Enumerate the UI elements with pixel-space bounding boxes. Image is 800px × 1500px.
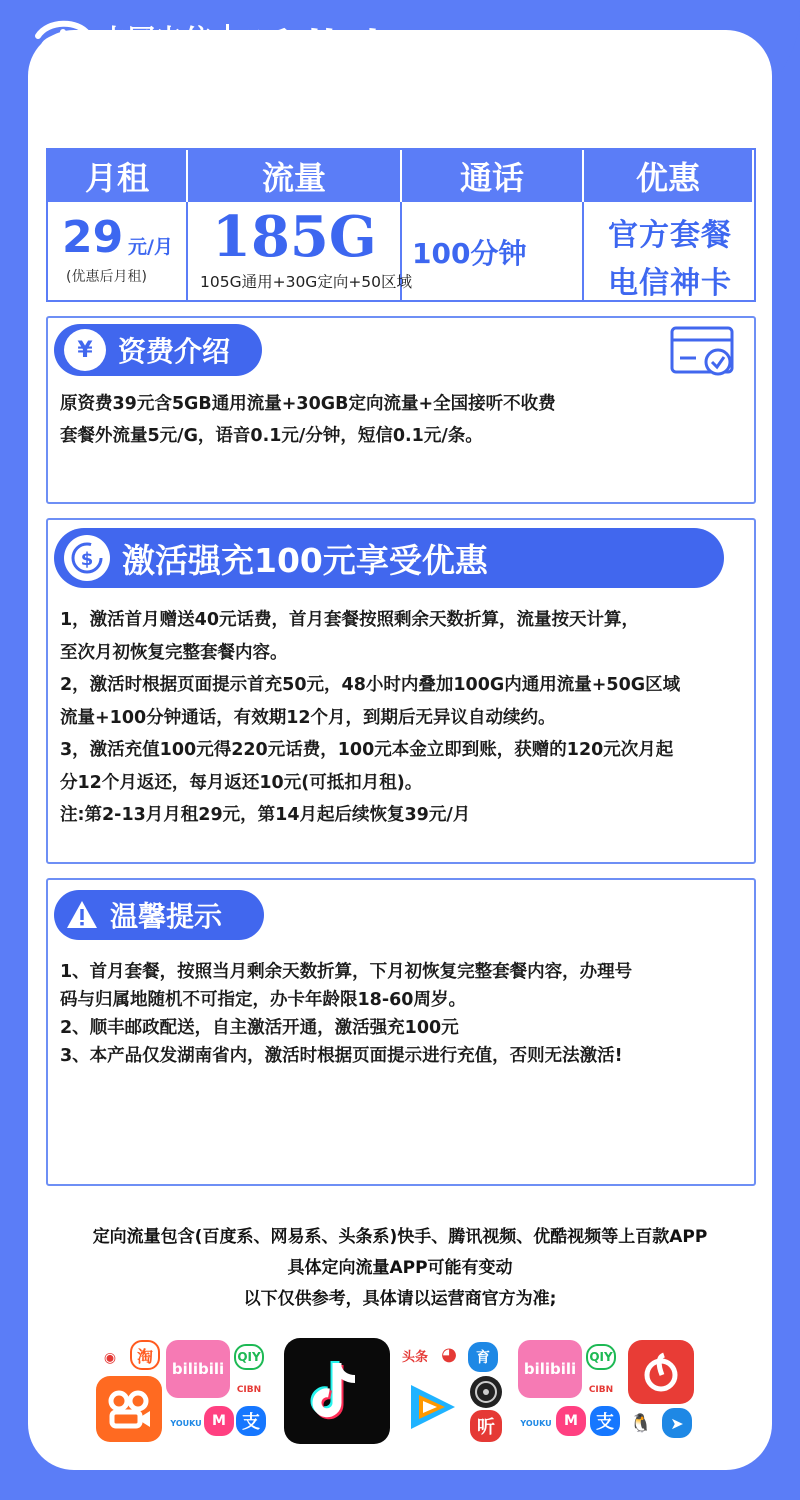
header-divider <box>226 24 229 74</box>
yen-icon: ¥ <box>64 329 106 371</box>
toutiao-icon: 头条 <box>398 1344 432 1366</box>
netease-music-icon <box>628 1340 694 1404</box>
warning-icon <box>64 897 100 933</box>
activation-title: 激活强充100元享受优惠 <box>122 540 488 580</box>
tariff-line: 套餐外流量5元/G，语音0.1元/分钟，短信0.1元/条。 <box>60 426 483 446</box>
cibn-icon-right: CIBN <box>586 1376 616 1404</box>
youku-icon: YOUKU <box>170 1408 202 1438</box>
tips-line: 3、本产品仅发湖南省内，激活时根据页面提示进行充值，否则无法激活! <box>60 1046 623 1066</box>
tariff-pill <box>54 324 262 376</box>
activation-line: 2，激活时根据页面提示首充50元，48小时内叠加100G内通用流量+50G区域 <box>60 675 681 695</box>
price-cell <box>48 202 188 300</box>
footer-line-3: 以下仅供参考，具体请以运营商官方为准; <box>243 1289 557 1309</box>
tips-title: 温馨提示 <box>110 900 223 933</box>
alipay-icon-right: 支 <box>590 1406 620 1436</box>
baidu-map-icon: ◉ <box>98 1346 122 1370</box>
activation-line: 1，激活首月赠送40元话费，首月套餐按照剩余天数折算，流量按天计算， <box>60 610 640 630</box>
brand-name-cn: 中国电信 <box>100 25 212 56</box>
footer-line-2: 具体定向流量APP可能有变动 <box>287 1258 513 1278</box>
flow-cell <box>188 202 413 300</box>
weibo-icon: ◕ <box>434 1340 464 1368</box>
activation-line: 3，激活充值100元得220元话费，100元本金立即到账，获赠的120元次月起 <box>60 740 674 760</box>
bilibili-icon-right: bilibili <box>518 1340 582 1398</box>
header-offer: 优惠 <box>584 150 754 202</box>
tariff-line: 原资费39元含5GB通用流量+30GB定向流量+全国接听不收费 <box>60 394 556 414</box>
promo-cell <box>584 202 754 300</box>
qq-icon: 🐧 <box>626 1408 656 1438</box>
tariff-title: 资费介绍 <box>118 335 231 368</box>
telecom-logo-icon <box>30 14 96 76</box>
svg-text:$: $ <box>80 549 94 570</box>
plan-table <box>46 148 756 302</box>
tencent-video-icon <box>402 1378 462 1436</box>
activation-line: 至次月初恢复完整套餐内容。 <box>60 642 288 663</box>
tips-pill <box>54 890 264 940</box>
tencent-news-icon: 育 <box>468 1342 498 1372</box>
header-monthly-fee: 月租 <box>48 150 188 202</box>
tips-text <box>60 958 746 1070</box>
price-unit: 元/月 <box>128 236 173 258</box>
china-telecom-logo <box>30 14 230 78</box>
activation-pill <box>54 528 724 588</box>
cibn-icon: CIBN <box>234 1376 264 1404</box>
flow-value: 185G <box>212 204 377 270</box>
brand-name-en: CHINA TELECOM <box>101 57 197 69</box>
promo-line-2: 电信神卡 <box>608 266 732 301</box>
activation-line: 注:第2-13月月租29元，第14月起后续恢复39元/月 <box>60 805 471 825</box>
tariff-text <box>60 388 746 452</box>
youku-icon-right: YOUKU <box>520 1408 552 1438</box>
kuaishou-icon <box>96 1376 162 1442</box>
iqiyi-icon-right: QIY <box>586 1344 616 1370</box>
music-disc-icon <box>470 1376 502 1408</box>
tingting-icon: 听 <box>470 1410 502 1442</box>
call-value: 100分钟 <box>412 237 527 270</box>
footer-line-1: 定向流量包含(百度系、网易系、头条系)快手、腾讯视频、优酷视频等上百款APP <box>92 1227 708 1247</box>
activation-section <box>46 518 756 864</box>
douyin-icon <box>284 1338 390 1444</box>
header-data: 流量 <box>188 150 402 202</box>
activation-line: 分12个月返还，每月返还10元(可抵扣月租)。 <box>60 772 423 793</box>
bilibili-icon: bilibili <box>166 1340 230 1398</box>
mango-tv-icon-right: M <box>556 1406 586 1436</box>
activation-text <box>60 604 746 832</box>
tips-line: 码与归属地随机不可指定，办卡年龄限18-60周岁。 <box>60 990 466 1010</box>
promo-line-1: 官方套餐 <box>608 218 732 253</box>
send-icon: ➤ <box>662 1408 692 1438</box>
price-note: (优惠后月租) <box>66 269 147 285</box>
activation-line: 流量+100分钟通话，有效期12个月，到期后无异议自动续约。 <box>60 707 556 728</box>
price-value: 29 <box>62 212 124 263</box>
taobao-icon: 淘 <box>130 1340 160 1370</box>
call-cell <box>402 202 584 300</box>
header-calls: 通话 <box>402 150 584 202</box>
tips-line: 2、顺丰邮政配送，自主激活开通，激活强充100元 <box>60 1018 459 1038</box>
tips-line: 1、首月套餐，按照当月剩余天数折算，下月初恢复完整套餐内容，办理号 <box>60 962 633 982</box>
tips-section <box>46 878 756 1186</box>
flow-detail: 105G通用+30G定向+50区域 <box>200 273 413 291</box>
mango-tv-icon: M <box>204 1406 234 1436</box>
page-title: 睡莲卡 <box>245 25 402 81</box>
alipay-icon: 支 <box>236 1406 266 1436</box>
money-cycle-icon <box>64 535 110 581</box>
iqiyi-icon: QIY <box>234 1344 264 1370</box>
tariff-section <box>46 316 756 504</box>
card-check-icon <box>670 326 736 378</box>
